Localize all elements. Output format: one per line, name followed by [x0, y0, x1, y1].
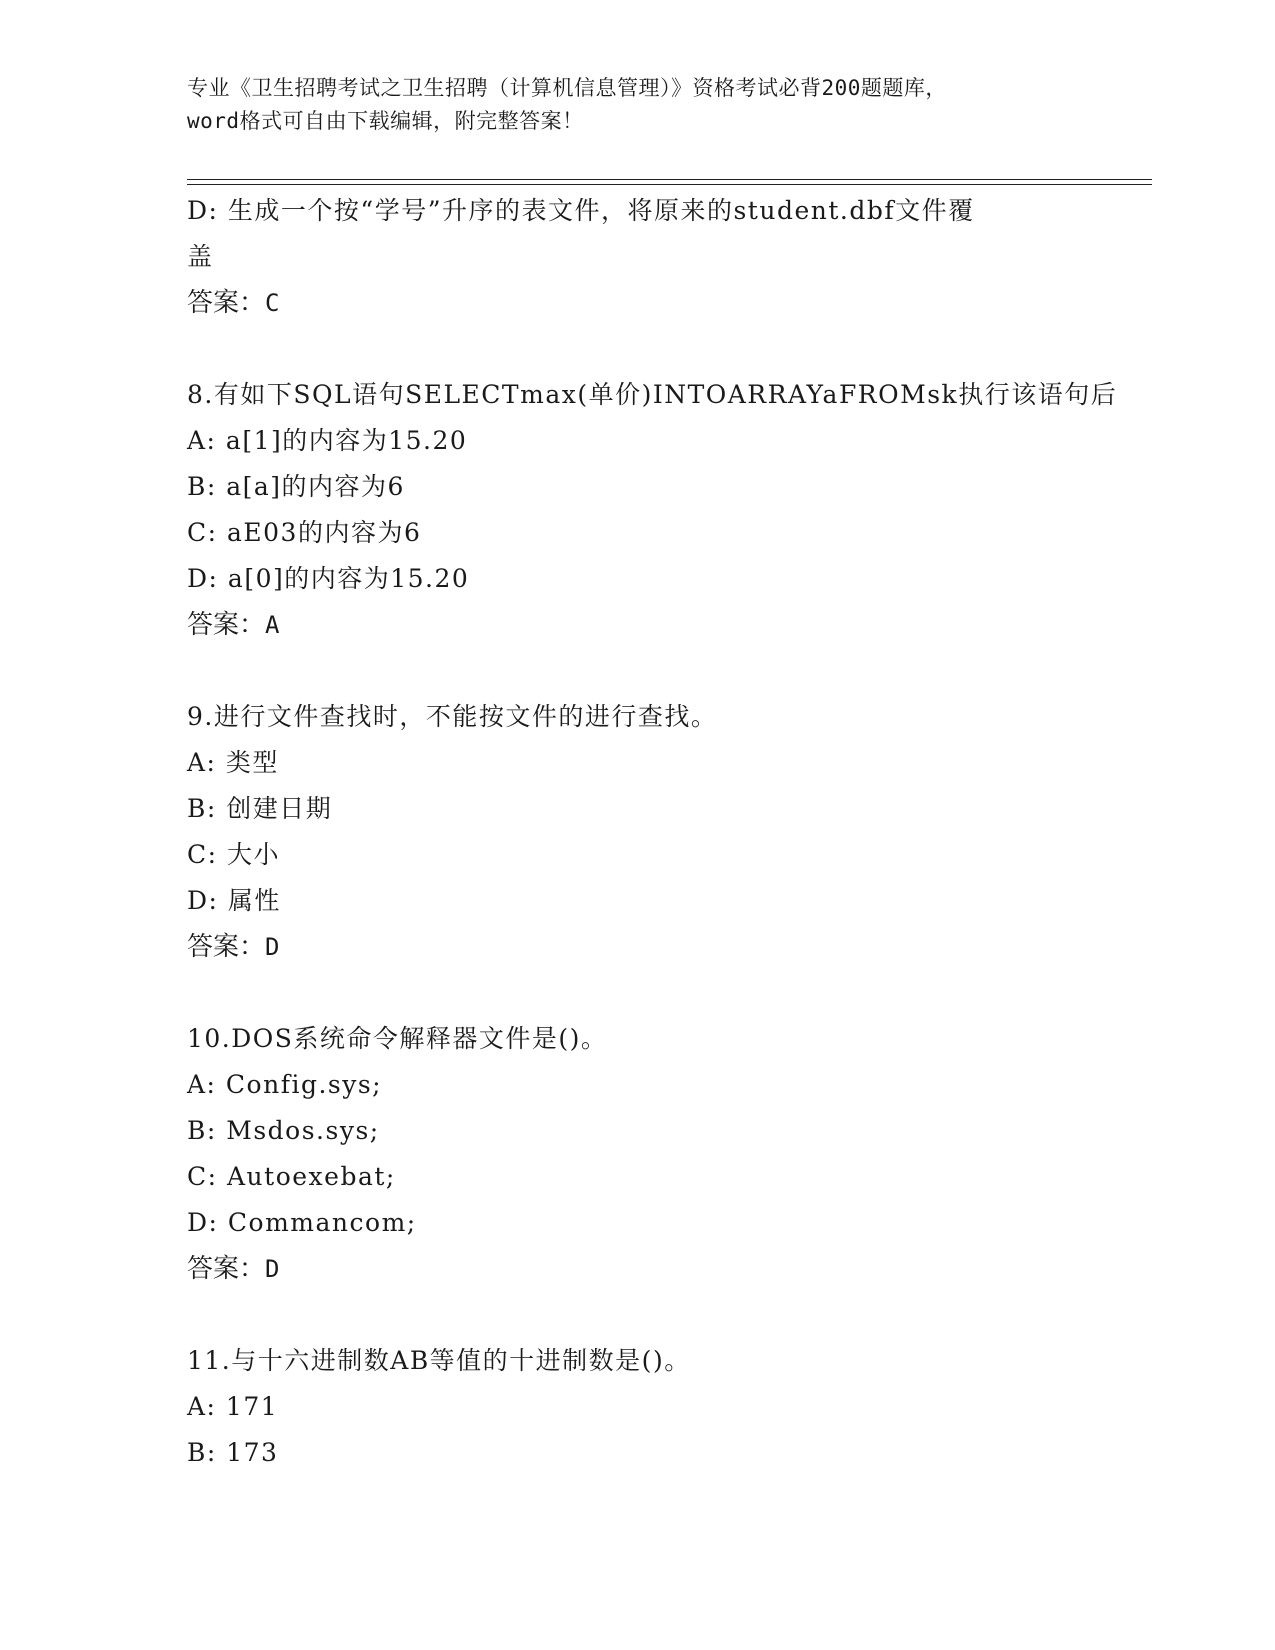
answer-value: C: [265, 289, 280, 317]
answer-value: D: [265, 933, 280, 961]
question-11: [187, 1338, 1087, 1476]
question-8: [187, 372, 1118, 648]
option-b: B: Msdos.sys;: [187, 1116, 380, 1145]
answer-label: 答案：: [187, 932, 266, 962]
option-d: D: a[0]的内容为15.20: [187, 564, 470, 593]
option-b: B: 创建日期: [187, 794, 333, 823]
option-a: A: a[1]的内容为15.20: [187, 426, 468, 455]
answer: [187, 1246, 1087, 1292]
option-b: B: 173: [187, 1438, 279, 1467]
answer: [187, 602, 1087, 648]
question-10: [187, 1016, 1087, 1292]
answer-label: 答案：: [187, 610, 266, 640]
question-stem: 10.DOS系统命令解释器文件是()。: [187, 1024, 608, 1053]
question-stem: 9.进行文件查找时，不能按文件的进行查找。: [187, 702, 718, 731]
header-divider-bottom: [187, 184, 1152, 185]
header-line-2: word格式可自由下载编辑，附完整答案！: [187, 109, 584, 133]
option-c: C: 大小: [187, 840, 280, 869]
option-b: B: a[a]的内容为6: [187, 472, 405, 501]
answer-value: A: [265, 611, 280, 639]
q7-option-d-line-1: D: 生成一个按“学号”升序的表文件，将原来的student.dbf文件覆: [187, 196, 975, 225]
q7-answer: [187, 280, 1087, 326]
header-line-1: 专业《卫生招聘考试之卫生招聘（计算机信息管理）》资格考试必背200题题库，: [187, 76, 947, 100]
answer: [187, 924, 1087, 970]
header-divider-top: [187, 179, 1152, 180]
option-c: C: Autoexebat;: [187, 1162, 396, 1191]
answer-label: 答案：: [187, 288, 266, 318]
q7-option-d-line-2: 盖: [187, 242, 214, 271]
question-stem: 8.有如下SQL语句SELECTmax(单价)INTOARRAYaFROMsk执行该语句后: [187, 380, 1118, 409]
option-a: A: 171: [187, 1392, 279, 1421]
option-d: D: Commancom;: [187, 1208, 417, 1237]
document-header: [187, 72, 1087, 138]
question-stem: 11.与十六进制数AB等值的十进制数是()。: [187, 1346, 691, 1375]
option-d: D: 属性: [187, 886, 281, 915]
question-9: [187, 694, 1087, 970]
answer-label: 答案：: [187, 1254, 266, 1284]
question-list: [187, 188, 1118, 1476]
answer-value: D: [265, 1255, 280, 1283]
option-c: C: aE03的内容为6: [187, 518, 422, 547]
option-a: A: 类型: [187, 748, 279, 777]
option-a: A: Config.sys;: [187, 1070, 383, 1099]
